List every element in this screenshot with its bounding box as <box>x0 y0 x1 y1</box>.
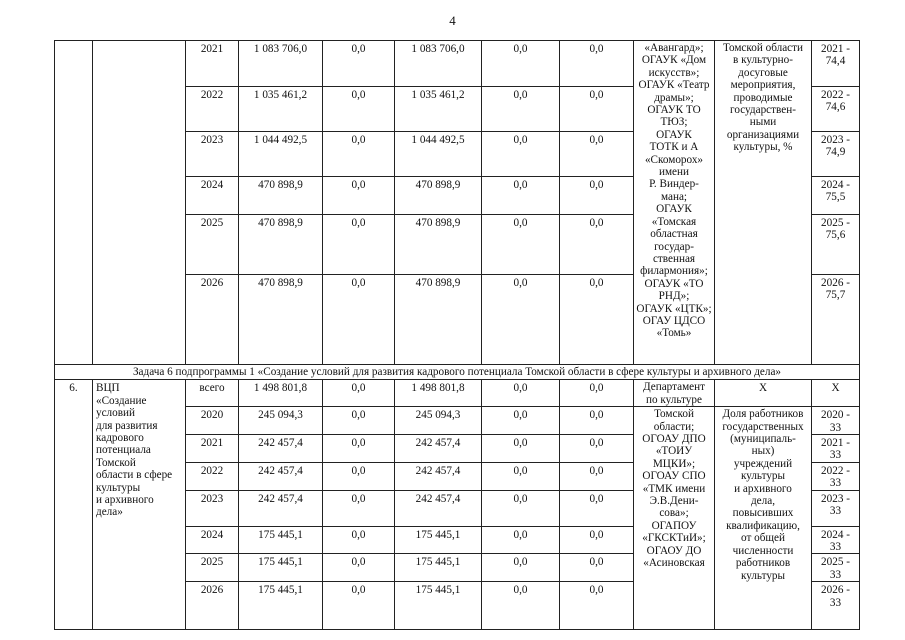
total-cell: 175 445,1 <box>239 526 323 554</box>
total-cell: 242 457,4 <box>239 435 323 463</box>
year-cell: 2024 <box>186 526 239 554</box>
indicator-value-cell: 2024 - 75,5 <box>812 177 860 215</box>
local-cell: 0,0 <box>482 87 560 132</box>
table-row <box>55 41 860 87</box>
regional-cell: 1 083 706,0 <box>395 41 482 87</box>
federal-cell: 0,0 <box>323 177 395 215</box>
federal-cell: 0,0 <box>323 582 395 630</box>
indicator-value-cell: 2022 - 33 <box>812 462 860 490</box>
local-cell: 0,0 <box>482 41 560 87</box>
year-cell: всего <box>186 380 239 407</box>
year-cell: 2021 <box>186 41 239 87</box>
extra-cell: 0,0 <box>560 435 634 463</box>
indicator-cell: Доля работников государственных (муниципаль- ных) учреждений культуры и архивного дела, повысивших квалификацию, от общей численности работников культуры <box>715 407 812 630</box>
indicator-value-cell: 2021 - 33 <box>812 435 860 463</box>
indicator-x-cell: Х <box>715 380 812 407</box>
local-cell: 0,0 <box>482 582 560 630</box>
indicator-value-cell: 2020 - 33 <box>812 407 860 435</box>
c1-cell: 0,0 <box>323 380 395 407</box>
federal-cell: 0,0 <box>323 554 395 582</box>
total-cell: 1 035 461,2 <box>239 87 323 132</box>
extra-cell: 0,0 <box>560 407 634 435</box>
regional-cell: 175 445,1 <box>395 526 482 554</box>
local-cell: 0,0 <box>482 490 560 526</box>
year-cell: 2023 <box>186 490 239 526</box>
local-cell: 0,0 <box>482 275 560 365</box>
regional-cell: 470 898,9 <box>395 215 482 275</box>
indicator-value-cell: 2022 - 74,6 <box>812 87 860 132</box>
extra-cell: 0,0 <box>560 490 634 526</box>
total-cell: 245 094,3 <box>239 407 323 435</box>
executors-top-cell: Департамент по культуре <box>634 380 715 407</box>
indicator-value-cell: 2026 - 33 <box>812 582 860 630</box>
regional-cell: 470 898,9 <box>395 177 482 215</box>
indicator-value-cell: 2024 - 33 <box>812 526 860 554</box>
regional-cell: 242 457,4 <box>395 435 482 463</box>
indicator-value-cell: 2023 - 74,9 <box>812 132 860 177</box>
indicator-value-cell: 2025 - 33 <box>812 554 860 582</box>
local-cell: 0,0 <box>482 177 560 215</box>
year-cell: 2022 <box>186 87 239 132</box>
year-cell: 2025 <box>186 215 239 275</box>
task-row <box>55 365 860 380</box>
row-number-cell <box>55 41 93 365</box>
total-cell: 1 498 801,8 <box>239 380 323 407</box>
row-number-cell: 6. <box>55 380 93 630</box>
total-cell: 242 457,4 <box>239 490 323 526</box>
federal-cell: 0,0 <box>323 462 395 490</box>
task-title: Задача 6 подпрограммы 1 «Создание условий для развития кадрового потенциала Томской области в сфере культуры и архивного дела» <box>55 365 860 380</box>
executors-cell: «Авангард»; ОГАУК «Дом искусств»; ОГАУК «Театр драмы»; ОГАУК ТО ТЮЗ; ОГАУК ТОТК и А «Скоморох» имени Р. Виндер- мана; ОГАУК «Томская областная государ- ственная филармония»; ОГАУК «ТО РНД»; ОГАУК «ЦТК»; ОГАУ ЦДСО «Томь» <box>634 41 715 365</box>
regional-cell: 242 457,4 <box>395 462 482 490</box>
total-cell: 175 445,1 <box>239 554 323 582</box>
extra-cell: 0,0 <box>560 41 634 87</box>
year-cell: 2024 <box>186 177 239 215</box>
year-cell: 2022 <box>186 462 239 490</box>
year-cell: 2025 <box>186 554 239 582</box>
year-cell: 2026 <box>186 275 239 365</box>
regional-cell: 1 035 461,2 <box>395 87 482 132</box>
year-cell: 2026 <box>186 582 239 630</box>
local-cell: 0,0 <box>482 215 560 275</box>
activity-name-cell <box>93 41 186 365</box>
federal-cell: 0,0 <box>323 215 395 275</box>
indicator-value-cell: 2026 - 75,7 <box>812 275 860 365</box>
indicator-value-cell: 2025 - 75,6 <box>812 215 860 275</box>
federal-cell: 0,0 <box>323 490 395 526</box>
extra-cell: 0,0 <box>560 462 634 490</box>
federal-cell: 0,0 <box>323 435 395 463</box>
executors-cell: Томской области; ОГОАУ ДПО «ТОИУ МЦКИ»; ОГОАУ СПО «ТМК имени Э.В.Дени- сова»; ОГАПОУ «ГКСКТиИ»; ОГАОУ ДО «Асиновская <box>634 407 715 630</box>
extra-cell: 0,0 <box>560 582 634 630</box>
local-cell: 0,0 <box>482 435 560 463</box>
local-cell: 0,0 <box>482 407 560 435</box>
federal-cell: 0,0 <box>323 526 395 554</box>
regional-cell: 175 445,1 <box>395 554 482 582</box>
federal-cell: 0,0 <box>323 407 395 435</box>
page-number: 4 <box>449 13 456 28</box>
indicator-value-cell: 2021 - 74,4 <box>812 41 860 87</box>
local-cell: 0,0 <box>482 132 560 177</box>
total-cell: 242 457,4 <box>239 462 323 490</box>
regional-cell: 245 094,3 <box>395 407 482 435</box>
total-cell: 1 044 492,5 <box>239 132 323 177</box>
local-cell: 0,0 <box>482 554 560 582</box>
federal-cell: 0,0 <box>323 275 395 365</box>
total-cell: 1 083 706,0 <box>239 41 323 87</box>
extra-cell: 0,0 <box>560 526 634 554</box>
extra-cell: 0,0 <box>560 215 634 275</box>
total-cell: 470 898,9 <box>239 215 323 275</box>
extra-cell: 0,0 <box>560 275 634 365</box>
total-cell: 470 898,9 <box>239 177 323 215</box>
federal-cell: 0,0 <box>323 41 395 87</box>
indicator-cell: Томской области в культурно- досуговые мероприятия, проводимые государствен- ными организациями культуры, % <box>715 41 812 365</box>
table-row <box>55 380 860 407</box>
regional-cell: 175 445,1 <box>395 582 482 630</box>
c2-cell: 1 498 801,8 <box>395 380 482 407</box>
value-x-cell: Х <box>812 380 860 407</box>
local-cell: 0,0 <box>482 526 560 554</box>
federal-cell: 0,0 <box>323 87 395 132</box>
local-cell: 0,0 <box>482 462 560 490</box>
extra-cell: 0,0 <box>560 177 634 215</box>
c3-cell: 0,0 <box>482 380 560 407</box>
year-cell: 2021 <box>186 435 239 463</box>
extra-cell: 0,0 <box>560 132 634 177</box>
year-cell: 2020 <box>186 407 239 435</box>
indicator-value-cell: 2023 - 33 <box>812 490 860 526</box>
year-cell: 2023 <box>186 132 239 177</box>
regional-cell: 1 044 492,5 <box>395 132 482 177</box>
federal-cell: 0,0 <box>323 132 395 177</box>
total-cell: 175 445,1 <box>239 582 323 630</box>
extra-cell: 0,0 <box>560 554 634 582</box>
activity-name-cell: ВЦП «Создание условий для развития кадрового потенциала Томской области в сфере культуры и архивного дела» <box>93 380 186 630</box>
regional-cell: 470 898,9 <box>395 275 482 365</box>
total-cell: 470 898,9 <box>239 275 323 365</box>
extra-cell: 0,0 <box>560 87 634 132</box>
program-table <box>54 40 860 630</box>
regional-cell: 242 457,4 <box>395 490 482 526</box>
c4-cell: 0,0 <box>560 380 634 407</box>
